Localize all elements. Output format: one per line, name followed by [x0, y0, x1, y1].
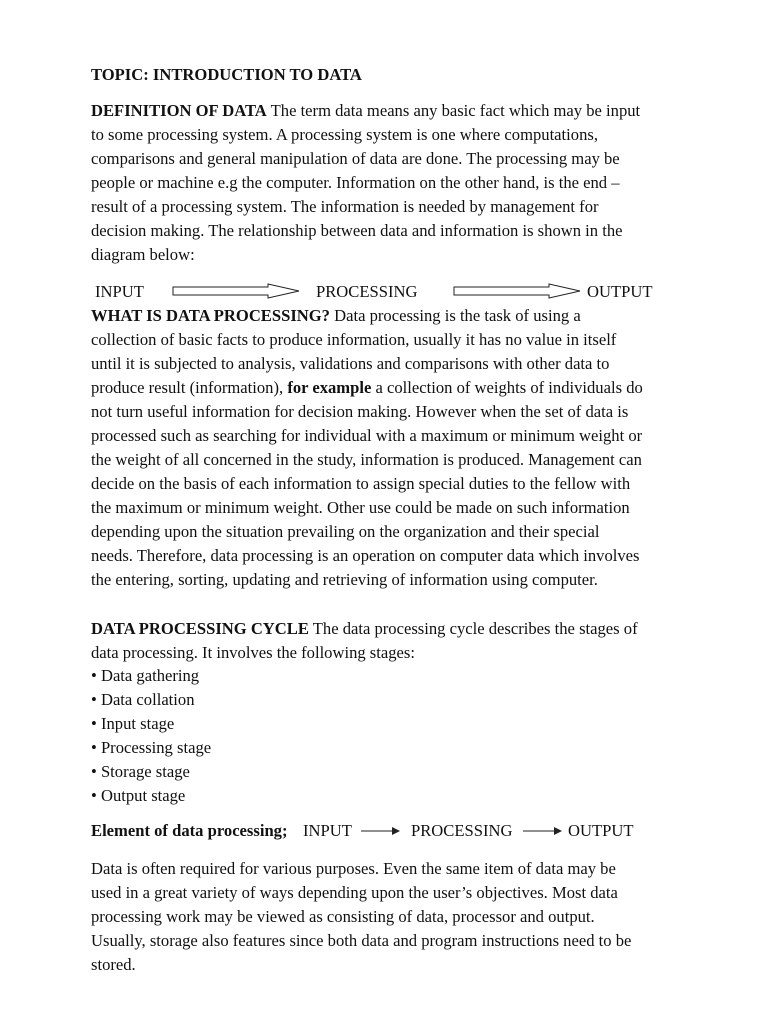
definition-line-4: people or machine e.g the computer. Information on the other hand, is the end –: [91, 173, 620, 192]
what-is-line-12: the entering, sorting, updating and retrieving of information using computer.: [91, 570, 598, 589]
list-item: • Processing stage: [91, 738, 212, 757]
element-label: Element of data processing;: [91, 821, 288, 840]
what-is-line-11: needs. Therefore, data processing is an operation on computer data which involves: [91, 546, 640, 565]
closing-line-2: used in a great variety of ways depending upon the user’s objectives. Most data: [91, 883, 618, 902]
definition-line-5: result of a processing system. The information is needed by management for: [91, 197, 599, 216]
list-item: • Data collation: [91, 690, 195, 709]
element-of-data-processing: [91, 821, 711, 843]
element-output-label: OUTPUT: [568, 821, 634, 840]
closing-line-3: processing work may be viewed as consisting of data, processor and output.: [91, 907, 595, 926]
list-item: • Storage stage: [91, 762, 190, 781]
what-is-line-5: not turn useful information for decision making. However when the set of data is: [91, 402, 629, 421]
topic-heading: TOPIC: INTRODUCTION TO DATA: [91, 65, 362, 84]
what-is-line-3: until it is subjected to analysis, validations and comparisons with other data to: [91, 354, 610, 373]
closing-line-4: Usually, storage also features since both data and program instructions need to be: [91, 931, 632, 950]
what-is-line-4: produce result (information), for example a collection of weights of individuals do: [91, 378, 643, 397]
list-item: • Data gathering: [91, 666, 200, 685]
closing-line-5: stored.: [91, 955, 136, 974]
what-is-line-2: collection of basic facts to produce information, usually it has no value in itself: [91, 330, 617, 349]
definition-line-1: DEFINITION OF DATA The term data means any basic fact which may be input: [91, 101, 641, 120]
element-processing-label: PROCESSING: [411, 821, 513, 840]
cycle-heading: DATA PROCESSING CYCLE: [91, 619, 309, 638]
definition-line-2: to some processing system. A processing system is one where computations,: [91, 125, 598, 144]
what-is-line-8: decide on the basis of each information to assign special duties to the fellow with: [91, 474, 631, 493]
list-item: • Output stage: [91, 786, 186, 805]
flow-output-label: OUTPUT: [587, 282, 653, 301]
flow-processing-label: PROCESSING: [316, 282, 418, 301]
element-input-label: INPUT: [303, 821, 352, 840]
list-item: • Input stage: [91, 714, 175, 733]
cycle-line-1: DATA PROCESSING CYCLE The data processing cycle describes the stages of: [91, 619, 638, 638]
closing-line-1: Data is often required for various purposes. Even the same item of data may be: [91, 859, 616, 878]
what-is-line-1: WHAT IS DATA PROCESSING? Data processing is the task of using a: [91, 306, 581, 325]
element-arrow-1-icon: [361, 825, 401, 837]
for-example-bold: for example: [287, 378, 372, 397]
element-arrow-2-icon: [523, 825, 563, 837]
what-is-line-6: processed such as searching for individual with a maximum or minimum weight or: [91, 426, 643, 445]
what-is-line-7: the weight of all concerned in the study, information is produced. Management can: [91, 450, 642, 469]
definition-line-3: comparisons and general manipulation of data are done. The processing may be: [91, 149, 620, 168]
cycle-line-2: data processing. It involves the following stages:: [91, 643, 415, 662]
definition-heading: DEFINITION OF DATA: [91, 101, 267, 120]
flow-arrow-2-icon: [453, 283, 581, 299]
definition-line-7: diagram below:: [91, 245, 195, 264]
flow-input-label: INPUT: [95, 282, 144, 301]
what-is-heading: WHAT IS DATA PROCESSING?: [91, 306, 330, 325]
data-flow-diagram: [0, 282, 768, 304]
definition-line-6: decision making. The relationship between data and information is shown in the: [91, 221, 623, 240]
what-is-line-9: the maximum or minimum weight. Other use could be made on such information: [91, 498, 630, 517]
what-is-line-10: depending upon the situation prevailing on the organization and their special: [91, 522, 600, 541]
flow-arrow-1-icon: [172, 283, 300, 299]
